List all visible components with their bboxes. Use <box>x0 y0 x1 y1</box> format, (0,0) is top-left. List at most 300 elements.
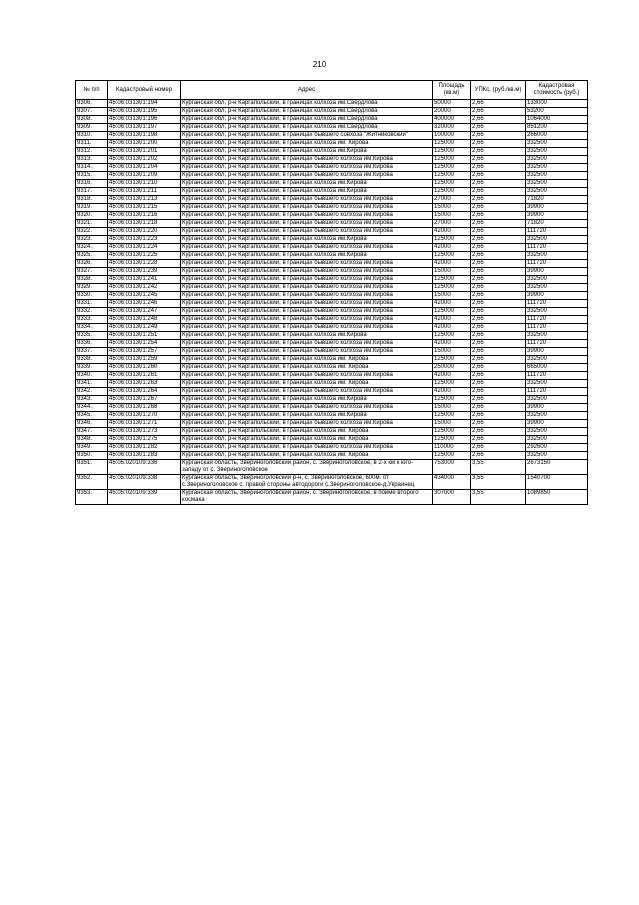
col-header-cadastral-value: Кадастровая стоимость (руб.) <box>526 81 588 100</box>
col-header-number: № п/п <box>76 81 108 100</box>
cell-area: 125000 <box>433 156 471 164</box>
cell-cadastral-number: 45:05:020109:338 <box>108 475 181 490</box>
cell-upks: 2,66 <box>471 444 526 452</box>
cell-upks: 2,66 <box>471 348 526 356</box>
table-row <box>76 460 588 475</box>
cell-upks: 2,66 <box>471 132 526 140</box>
cell-address: Курганская область, Звериноголовский р-н, с. Звериноголовское, 600м. от с.Звериноголовское с. правой стороны автодороги с.Звериноголовское-д.Украинец <box>181 475 433 490</box>
cell-number: 9322. <box>76 228 108 236</box>
cell-cadastral-value: 332500 <box>526 156 588 164</box>
cell-number: 9330. <box>76 292 108 300</box>
cell-upks: 2,66 <box>471 140 526 148</box>
table-body <box>76 100 588 505</box>
cell-cadastral-number: 45:06:031301:264 <box>108 388 181 396</box>
cell-number: 9327. <box>76 268 108 276</box>
cell-upks: 2,66 <box>471 116 526 124</box>
cell-area: 125000 <box>433 308 471 316</box>
cell-address: Курганская область, Звериноголовский район, с. Звериноголовское, в 2-х км к юго-западу от с. Звериноголовское <box>181 460 433 475</box>
cell-area: 125000 <box>433 452 471 460</box>
cell-cadastral-number: 45:06:031301:197 <box>108 124 181 132</box>
col-header-upks: УПКс. (руб./кв.м) <box>471 81 526 100</box>
cell-upks: 2,66 <box>471 260 526 268</box>
cell-number: 9343. <box>76 396 108 404</box>
table-row <box>76 124 588 132</box>
cell-address: Курганская обл, р-н Каргапольский, в границах бывшего колхоза им.Кирова <box>181 316 433 324</box>
cell-number: 9315. <box>76 172 108 180</box>
table-row <box>76 348 588 356</box>
table-row <box>76 140 588 148</box>
cell-number: 9328. <box>76 276 108 284</box>
table-row <box>76 228 588 236</box>
table-row <box>76 260 588 268</box>
cell-area: 125000 <box>433 428 471 436</box>
cell-cadastral-number: 45:06:031301:195 <box>108 108 181 116</box>
cell-area: 125000 <box>433 276 471 284</box>
table-row <box>76 292 588 300</box>
col-header-area: Площадь (кв.м) <box>433 81 471 100</box>
cell-upks: 2,66 <box>471 172 526 180</box>
cell-cadastral-value: 39900 <box>526 348 588 356</box>
cell-number: 9309. <box>76 124 108 132</box>
cell-upks: 2,66 <box>471 124 526 132</box>
cell-cadastral-number: 45:06:031301:213 <box>108 196 181 204</box>
cell-cadastral-number: 45:06:031301:259 <box>108 356 181 364</box>
cell-area: 125000 <box>433 412 471 420</box>
cell-upks: 2,66 <box>471 156 526 164</box>
cell-cadastral-value: 111720 <box>526 340 588 348</box>
table-row <box>76 340 588 348</box>
cell-number: 9341. <box>76 380 108 388</box>
table-row <box>76 188 588 196</box>
cell-number: 9317. <box>76 188 108 196</box>
cell-cadastral-value: 332500 <box>526 140 588 148</box>
cell-address: Курганская обл, р-н Каргапольский, в границах колхоза им.Кирова <box>181 180 433 188</box>
cell-upks: 2,66 <box>471 324 526 332</box>
cell-area: 42000 <box>433 372 471 380</box>
cell-number: 9325. <box>76 252 108 260</box>
cell-upks: 2,66 <box>471 420 526 428</box>
cell-upks: 2,66 <box>471 396 526 404</box>
cell-address: Курганская обл, р-н Каргапольский, в границах бывшего колхоза им.Кирова <box>181 420 433 428</box>
cell-upks: 2,66 <box>471 164 526 172</box>
cell-area: 320000 <box>433 124 471 132</box>
cell-number: 9346. <box>76 420 108 428</box>
cell-number: 9312. <box>76 148 108 156</box>
cell-address: Курганская обл, р-н Каргапольский, в границах бывшего колхоза им.Кирова <box>181 308 433 316</box>
cell-upks: 2,66 <box>471 148 526 156</box>
cell-cadastral-number: 45:06:031301:248 <box>108 316 181 324</box>
cell-cadastral-number: 45:06:031301:263 <box>108 380 181 388</box>
cell-number: 9332. <box>76 308 108 316</box>
cell-address: Курганская обл, р-н Каргапольский, в границах бывшего колхоза им.Кирова <box>181 172 433 180</box>
table-row <box>76 364 588 372</box>
cell-upks: 2,66 <box>471 404 526 412</box>
cell-area: 15000 <box>433 292 471 300</box>
cell-area: 753000 <box>433 460 471 475</box>
table-row <box>76 436 588 444</box>
cell-area: 20000 <box>433 108 471 116</box>
cell-cadastral-number: 45:06:031301:241 <box>108 276 181 284</box>
cell-cadastral-value: 332500 <box>526 276 588 284</box>
cell-cadastral-value: 332500 <box>526 284 588 292</box>
cell-number: 9308. <box>76 116 108 124</box>
cell-cadastral-number: 45:06:031301:228 <box>108 260 181 268</box>
cell-cadastral-value: 1540700 <box>526 475 588 490</box>
table-row <box>76 308 588 316</box>
table-row <box>76 276 588 284</box>
cell-number: 9347. <box>76 428 108 436</box>
cell-cadastral-number: 45:06:031301:268 <box>108 404 181 412</box>
table-row <box>76 100 588 108</box>
table-row <box>76 148 588 156</box>
cell-upks: 2,66 <box>471 244 526 252</box>
cell-cadastral-number: 45:06:031301:254 <box>108 340 181 348</box>
cell-cadastral-number: 45:06:031301:242 <box>108 284 181 292</box>
table-row <box>76 444 588 452</box>
table-row <box>76 404 588 412</box>
cell-address: Курганская обл, р-н Каргапольский, в границах бывшего колхоза им.Кирова <box>181 204 433 212</box>
table-row <box>76 332 588 340</box>
cell-cadastral-number: 45:06:031301:224 <box>108 244 181 252</box>
cell-upks: 2,66 <box>471 452 526 460</box>
cell-upks: 2,66 <box>471 188 526 196</box>
cell-area: 125000 <box>433 284 471 292</box>
cell-cadastral-number: 45:06:031301:196 <box>108 116 181 124</box>
cell-number: 9337. <box>76 348 108 356</box>
cell-upks: 2,66 <box>471 212 526 220</box>
cell-cadastral-number: 45:06:031301:270 <box>108 412 181 420</box>
table-row <box>76 132 588 140</box>
cell-address: Курганская обл, р-н Каргапольский, в границах колхоза им.Кирова <box>181 252 433 260</box>
cell-cadastral-value: 39900 <box>526 212 588 220</box>
cell-area: 15000 <box>433 348 471 356</box>
table-row <box>76 420 588 428</box>
cell-cadastral-value: 111720 <box>526 372 588 380</box>
col-header-cadastral-number: Кадастровый номер <box>108 81 181 100</box>
cell-address: Курганская обл, р-н Каргапольский, в границах колхоза им. Кирова <box>181 380 433 388</box>
cell-number: 9318. <box>76 196 108 204</box>
cell-area: 125000 <box>433 188 471 196</box>
cell-cadastral-number: 45:06:031301:210 <box>108 180 181 188</box>
cell-area: 125000 <box>433 396 471 404</box>
cell-area: 307000 <box>433 490 471 505</box>
cell-area: 15000 <box>433 404 471 412</box>
cell-number: 9314. <box>76 164 108 172</box>
cell-number: 9319. <box>76 204 108 212</box>
cell-area: 42000 <box>433 300 471 308</box>
cell-area: 110000 <box>433 444 471 452</box>
cell-area: 50000 <box>433 100 471 108</box>
cell-area: 125000 <box>433 140 471 148</box>
cell-address: Курганская обл, р-н Каргапольский, в границах бывшего колхоза им.Кирова <box>181 372 433 380</box>
cell-upks: 2,66 <box>471 196 526 204</box>
cell-upks: 2,66 <box>471 300 526 308</box>
cell-address: Курганская обл, р-н Каргапольский, в границах бывшего колхоза им.Кирова <box>181 340 433 348</box>
cell-cadastral-value: 1089850 <box>526 490 588 505</box>
cell-upks: 2,66 <box>471 428 526 436</box>
cell-cadastral-number: 45:06:031301:239 <box>108 268 181 276</box>
cell-address: Курганская обл, р-н Каргапольский, в границах колхоза им.Кирова <box>181 412 433 420</box>
cell-number: 9331. <box>76 300 108 308</box>
table-row <box>76 156 588 164</box>
cell-number: 9353. <box>76 490 108 505</box>
cell-number: 9349. <box>76 444 108 452</box>
cell-address: Курганская обл, р-н Каргапольский, в границах колхоза им. Кирова <box>181 436 433 444</box>
cell-upks: 3,55 <box>471 490 526 505</box>
cell-area: 125000 <box>433 164 471 172</box>
cell-address: Курганская обл, р-н Каргапольский, в границах бывшего колхоза им.Кирова <box>181 284 433 292</box>
cell-cadastral-value: 39900 <box>526 268 588 276</box>
cell-cadastral-value: 332500 <box>526 412 588 420</box>
cell-area: 400000 <box>433 116 471 124</box>
cell-address: Курганская обл, р-н Каргапольский, в границах колхоза им. Кирова <box>181 428 433 436</box>
cell-address: Курганская обл, р-н Каргапольский, в границах бывшего колхоза им.Кирова <box>181 404 433 412</box>
cell-number: 9351. <box>76 460 108 475</box>
cell-address: Курганская обл, р-н Каргапольский, в границах колхоза им. Кирова <box>181 364 433 372</box>
cell-area: 42000 <box>433 324 471 332</box>
cell-number: 9323. <box>76 236 108 244</box>
table-row <box>76 396 588 404</box>
cell-cadastral-number: 45:06:031301:282 <box>108 444 181 452</box>
cell-area: 42000 <box>433 260 471 268</box>
table-row <box>76 412 588 420</box>
cell-address: Курганская обл, р-н Каргапольский, в границах бывшего колхоза им.Кирова <box>181 268 433 276</box>
cell-area: 125000 <box>433 148 471 156</box>
col-header-address: Адрес <box>181 81 433 100</box>
cell-upks: 2,66 <box>471 236 526 244</box>
cell-number: 9344. <box>76 404 108 412</box>
cell-area: 42000 <box>433 228 471 236</box>
cell-upks: 2,66 <box>471 332 526 340</box>
cell-cadastral-value: 332500 <box>526 308 588 316</box>
cell-cadastral-value: 332500 <box>526 332 588 340</box>
cell-cadastral-value: 2673150 <box>526 460 588 475</box>
cell-cadastral-number: 45:06:031301:271 <box>108 420 181 428</box>
cell-area: 15000 <box>433 212 471 220</box>
cell-cadastral-value: 332500 <box>526 180 588 188</box>
cell-cadastral-number: 45:06:031301:223 <box>108 236 181 244</box>
page-number: 210 <box>312 60 327 69</box>
cell-number: 9307. <box>76 108 108 116</box>
cell-address: Курганская обл, р-н Каргапольский, в границах бывшего колхоза им.Кирова <box>181 244 433 252</box>
table-row <box>76 180 588 188</box>
table-row <box>76 356 588 364</box>
cell-address: Курганская обл, р-н Каргапольский, в границах бывшего совхоза "Житниковский" <box>181 132 433 140</box>
cell-area: 125000 <box>433 332 471 340</box>
cell-upks: 2,66 <box>471 108 526 116</box>
cell-number: 9340. <box>76 372 108 380</box>
table-row <box>76 300 588 308</box>
cell-cadastral-value: 71820 <box>526 220 588 228</box>
cell-area: 42000 <box>433 340 471 348</box>
cell-upks: 2,66 <box>471 180 526 188</box>
cell-area: 125000 <box>433 180 471 188</box>
cell-number: 9311. <box>76 140 108 148</box>
cell-area: 42000 <box>433 388 471 396</box>
cell-cadastral-number: 45:06:031301:225 <box>108 252 181 260</box>
cell-cadastral-number: 45:06:031301:245 <box>108 292 181 300</box>
cell-area: 125000 <box>433 356 471 364</box>
cell-upks: 2,66 <box>471 204 526 212</box>
table-row <box>76 268 588 276</box>
cell-address: Курганская обл, р-н Каргапольский, в границах бывшего колхоза им.Кирова <box>181 260 433 268</box>
table-row <box>76 324 588 332</box>
cell-cadastral-value: 332500 <box>526 380 588 388</box>
cell-address: Курганская обл, р-н Каргапольский, в границах колхоза им.Кирова <box>181 188 433 196</box>
cell-number: 9321. <box>76 220 108 228</box>
table-row <box>76 108 588 116</box>
cell-cadastral-value: 332500 <box>526 148 588 156</box>
cell-area: 250000 <box>433 364 471 372</box>
cell-upks: 2,66 <box>471 292 526 300</box>
cell-number: 9306. <box>76 100 108 108</box>
cell-cadastral-number: 45:06:031301:283 <box>108 452 181 460</box>
cell-upks: 2,66 <box>471 308 526 316</box>
cell-cadastral-value: 39900 <box>526 292 588 300</box>
cell-cadastral-number: 45:06:031301:260 <box>108 364 181 372</box>
cell-cadastral-value: 332500 <box>526 396 588 404</box>
cell-address: Курганская обл, р-н Каргапольский, в границах бывшего колхоза им.Кирова <box>181 292 433 300</box>
table-row <box>76 220 588 228</box>
cell-cadastral-value: 39900 <box>526 204 588 212</box>
cell-number: 9310. <box>76 132 108 140</box>
cell-cadastral-number: 45:06:031301:216 <box>108 212 181 220</box>
table-row <box>76 490 588 505</box>
cell-cadastral-number: 45:06:031301:247 <box>108 308 181 316</box>
cell-address: Курганская обл, р-н Каргапольский, в границах бывшего колхоза им.Кирова <box>181 228 433 236</box>
table-row <box>76 116 588 124</box>
cell-cadastral-value: 332500 <box>526 428 588 436</box>
cell-area: 125000 <box>433 436 471 444</box>
cell-cadastral-number: 45:06:031301:273 <box>108 428 181 436</box>
cell-upks: 2,66 <box>471 100 526 108</box>
cell-cadastral-value: 266000 <box>526 132 588 140</box>
cell-address: Курганская обл, р-н Каргапольский, в границах колхоза им. Кирова <box>181 452 433 460</box>
cell-number: 9335. <box>76 332 108 340</box>
cell-cadastral-number: 45:06:031301:215 <box>108 204 181 212</box>
cell-cadastral-value: 665000 <box>526 364 588 372</box>
cell-upks: 2,66 <box>471 316 526 324</box>
cell-upks: 3,55 <box>471 475 526 490</box>
cell-area: 27000 <box>433 220 471 228</box>
cell-address: Курганская обл, р-н Каргапольский, в границах бывшего колхоза им.Кирова <box>181 220 433 228</box>
table-row <box>76 236 588 244</box>
cell-cadastral-value: 332500 <box>526 356 588 364</box>
table-row <box>76 212 588 220</box>
cell-address: Курганская обл, р-н Каргапольский, в границах колхоза им.Свердлова <box>181 124 433 132</box>
cell-number: 9336. <box>76 340 108 348</box>
cell-cadastral-number: 45:06:031301:202 <box>108 156 181 164</box>
cell-number: 9316. <box>76 180 108 188</box>
cell-address: Курганская обл, р-н Каргапольский, в границах бывшего колхоза им.Кирова <box>181 348 433 356</box>
table-row <box>76 372 588 380</box>
cell-cadastral-value: 39900 <box>526 420 588 428</box>
cell-cadastral-number: 45:06:031301:209 <box>108 172 181 180</box>
cell-cadastral-value: 332500 <box>526 172 588 180</box>
table-header-row <box>76 81 588 100</box>
cell-upks: 2,66 <box>471 436 526 444</box>
cell-upks: 2,66 <box>471 364 526 372</box>
cell-cadastral-value: 111720 <box>526 300 588 308</box>
cell-upks: 2,66 <box>471 372 526 380</box>
cell-cadastral-value: 332500 <box>526 252 588 260</box>
cell-cadastral-number: 45:06:031301:249 <box>108 324 181 332</box>
cell-cadastral-number: 45:06:031301:220 <box>108 228 181 236</box>
cell-address: Курганская обл, р-н Каргапольский, в границах бывшего колхоза им.Кирова <box>181 324 433 332</box>
cell-cadastral-number: 45:06:031301:211 <box>108 188 181 196</box>
cell-area: 125000 <box>433 252 471 260</box>
cell-address: Курганская область, Звериноголовский район, с. Звериноголовское, в пойме второго космака <box>181 490 433 505</box>
cell-number: 9348. <box>76 436 108 444</box>
cell-cadastral-value: 111720 <box>526 324 588 332</box>
cell-number: 9339. <box>76 364 108 372</box>
cell-address: Курганская обл, р-н Каргапольский, в границах колхоза им. Кирова <box>181 140 433 148</box>
cell-upks: 2,66 <box>471 356 526 364</box>
cell-upks: 2,66 <box>471 228 526 236</box>
cell-area: 100000 <box>433 132 471 140</box>
cell-number: 9334. <box>76 324 108 332</box>
cell-cadastral-number: 45:06:031301:198 <box>108 132 181 140</box>
cell-cadastral-value: 111720 <box>526 244 588 252</box>
cell-address: Курганская обл, р-н Каргапольский, в границах колхоза им.Свердлова <box>181 116 433 124</box>
table-row <box>76 475 588 490</box>
cell-address: Курганская обл, р-н Каргапольский, в границах бывшего колхоза им.Кирова <box>181 300 433 308</box>
cell-area: 125000 <box>433 380 471 388</box>
cell-number: 9338. <box>76 356 108 364</box>
table-row <box>76 284 588 292</box>
cadastral-value-table <box>75 80 588 505</box>
cell-address: Курганская обл, р-н Каргапольский, в границах колхоза им.Свердлова <box>181 100 433 108</box>
cell-address: Курганская обл, р-н Каргапольский, в границах бывшего колхоза им.Кирова <box>181 196 433 204</box>
cell-cadastral-value: 332500 <box>526 436 588 444</box>
table-row <box>76 316 588 324</box>
cell-cadastral-value: 133000 <box>526 100 588 108</box>
cell-number: 9329. <box>76 284 108 292</box>
cell-number: 9342. <box>76 388 108 396</box>
cell-cadastral-value: 1064000 <box>526 116 588 124</box>
cell-upks: 2,66 <box>471 220 526 228</box>
cell-area: 15000 <box>433 204 471 212</box>
cell-upks: 2,66 <box>471 388 526 396</box>
cell-cadastral-number: 45:06:031301:257 <box>108 348 181 356</box>
cell-number: 9352. <box>76 475 108 490</box>
cell-cadastral-value: 332500 <box>526 188 588 196</box>
cell-cadastral-value: 111720 <box>526 228 588 236</box>
cell-address: Курганская обл, р-н Каргапольский, в границах бывшего колхоза им.Кирова <box>181 156 433 164</box>
cell-address: Курганская обл, р-н Каргапольский, в границах колхоза им.Кирова <box>181 396 433 404</box>
cell-address: Курганская обл, р-н Каргапольский, в границах бывшего колхоза им.Кирова <box>181 212 433 220</box>
cell-address: Курганская обл, р-н Каргапольский, в границах колхоза им. Кирова <box>181 356 433 364</box>
cell-upks: 2,66 <box>471 276 526 284</box>
cell-cadastral-value: 111720 <box>526 388 588 396</box>
cell-cadastral-value: 53200 <box>526 108 588 116</box>
cell-cadastral-number: 45:05:020109:339 <box>108 490 181 505</box>
cell-area: 42000 <box>433 244 471 252</box>
table-row <box>76 428 588 436</box>
cell-cadastral-number: 45:06:031301:251 <box>108 332 181 340</box>
cell-cadastral-value: 111720 <box>526 316 588 324</box>
cell-upks: 2,66 <box>471 412 526 420</box>
table-row <box>76 164 588 172</box>
cell-address: Курганская обл, р-н Каргапольский, в границах колхоза им.Свердлова <box>181 108 433 116</box>
cell-number: 9313. <box>76 156 108 164</box>
cell-cadastral-number: 45:06:031301:246 <box>108 300 181 308</box>
cell-cadastral-value: 332500 <box>526 452 588 460</box>
cell-number: 9324. <box>76 244 108 252</box>
cell-address: Курганская обл, р-н Каргапольский, в границах бывшего колхоза им.Кирова <box>181 388 433 396</box>
cell-number: 9326. <box>76 260 108 268</box>
cell-area: 125000 <box>433 172 471 180</box>
